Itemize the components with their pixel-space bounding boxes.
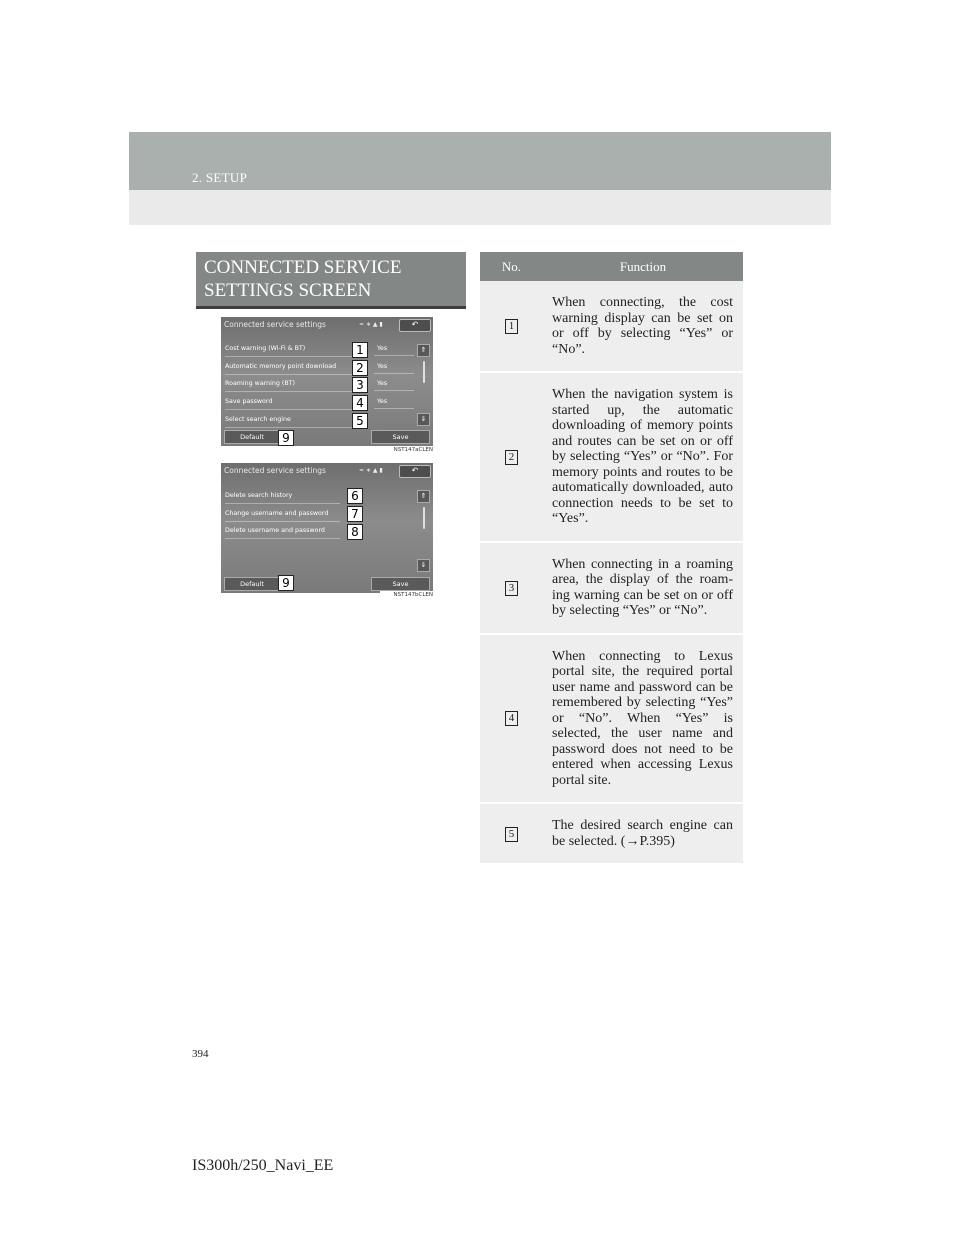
scroll-up-icon[interactable]: ⇑ bbox=[417, 490, 430, 503]
back-button[interactable]: ↶ bbox=[399, 319, 431, 332]
back-button[interactable]: ↶ bbox=[399, 465, 431, 478]
function-table bbox=[480, 252, 743, 865]
setting-row-save-password[interactable]: Save password bbox=[225, 395, 367, 410]
section-heading bbox=[196, 252, 466, 309]
scroll-down-icon[interactable]: ⇓ bbox=[417, 413, 430, 426]
row-number: 5 bbox=[505, 827, 518, 842]
setting-row-search-engine[interactable]: Select search engine bbox=[225, 413, 367, 428]
status-icons: ≈ ∗ ▲ ▮ bbox=[359, 321, 383, 328]
row-number: 2 bbox=[505, 450, 518, 465]
table-row bbox=[480, 372, 743, 542]
callout-2: 2 bbox=[352, 360, 368, 376]
setting-value-memory-download[interactable]: Yes bbox=[374, 361, 414, 374]
setting-value-roaming-warning[interactable]: Yes bbox=[374, 378, 414, 391]
setting-row-change-credentials[interactable]: Change username and password bbox=[225, 507, 340, 522]
table-row bbox=[480, 803, 743, 864]
setting-row-delete-credentials[interactable]: Delete username and password bbox=[225, 524, 340, 539]
setting-row-roaming-warning[interactable]: Roaming warning (BT) bbox=[225, 377, 367, 392]
scrollbar[interactable] bbox=[423, 361, 425, 383]
table-row bbox=[480, 634, 743, 804]
image-code: NST147bCLEN bbox=[380, 591, 433, 599]
setting-value-cost-warning[interactable]: Yes bbox=[374, 343, 414, 356]
section-heading-line2: SETTINGS SCREEN bbox=[204, 280, 372, 301]
status-icons: ≈ ∗ ▲ ▮ bbox=[359, 467, 383, 474]
row-function: When connecting to Lexus portal site, the required portal user name and password can be remembered by selecting “Yes” or “No”. When “Yes” is selected, the user name and password does not need to be entered when accessing Lexus portal site. bbox=[543, 634, 743, 804]
row-number: 4 bbox=[505, 711, 518, 726]
settings-screenshot-2 bbox=[221, 463, 433, 593]
table-row bbox=[480, 542, 743, 634]
screen-title: Connected service settings bbox=[224, 466, 326, 475]
callout-5: 5 bbox=[352, 413, 368, 429]
default-button[interactable]: Default bbox=[224, 430, 280, 444]
callout-3: 3 bbox=[352, 377, 368, 393]
setting-row-memory-download[interactable]: Automatic memory point download bbox=[225, 360, 367, 375]
scroll-down-icon[interactable]: ⇓ bbox=[417, 559, 430, 572]
default-button[interactable]: Default bbox=[224, 577, 280, 591]
section-heading-line1: CONNECTED SERVICE bbox=[204, 257, 402, 278]
page-number: 394 bbox=[192, 1048, 209, 1060]
chapter-title: 2. SETUP bbox=[192, 170, 248, 185]
callout-9: 9 bbox=[278, 430, 294, 446]
row-number: 1 bbox=[505, 319, 518, 334]
header-subband bbox=[129, 190, 831, 225]
row-function: When connecting, the cost warning display can be set on or off by selecting “Yes” or “No”. bbox=[543, 281, 743, 372]
table-row bbox=[480, 281, 743, 372]
callout-9: 9 bbox=[278, 575, 294, 591]
scrollbar[interactable] bbox=[423, 507, 425, 529]
column-header-no: No. bbox=[480, 252, 543, 281]
callout-4: 4 bbox=[352, 395, 368, 411]
row-number: 3 bbox=[505, 581, 518, 596]
column-header-function: Function bbox=[543, 252, 743, 281]
screen-title: Connected service settings bbox=[224, 320, 326, 329]
save-button[interactable]: Save bbox=[371, 430, 430, 444]
settings-screenshot-1 bbox=[221, 317, 433, 446]
setting-row-cost-warning[interactable]: Cost warning (Wi-Fi & BT) bbox=[225, 342, 367, 357]
callout-1: 1 bbox=[352, 342, 368, 358]
save-button[interactable]: Save bbox=[371, 577, 430, 591]
setting-value-save-password[interactable]: Yes bbox=[374, 396, 414, 409]
row-function: When connecting in a roaming area, the display of the roam-ing warning can be set on or off by selecting “Yes” or “No”. bbox=[543, 542, 743, 634]
callout-8: 8 bbox=[347, 524, 363, 540]
callout-7: 7 bbox=[347, 506, 363, 522]
scroll-up-icon[interactable]: ⇑ bbox=[417, 344, 430, 357]
setting-row-delete-history[interactable]: Delete search history bbox=[225, 489, 340, 504]
row-function: The desired search engine can be selected. (→P.395) bbox=[543, 803, 743, 864]
callout-6: 6 bbox=[347, 488, 363, 504]
row-function: When the navigation system is started up, the automatic downloading of memory points and routes can be set on or off by selecting “Yes” or “No”. For memory points and routes to be automatically downloaded, auto connection needs to be set to “Yes”. bbox=[543, 372, 743, 542]
image-code: NST147aCLEN bbox=[380, 446, 433, 454]
document-footer: IS300h/250_Navi_EE bbox=[192, 1157, 334, 1174]
